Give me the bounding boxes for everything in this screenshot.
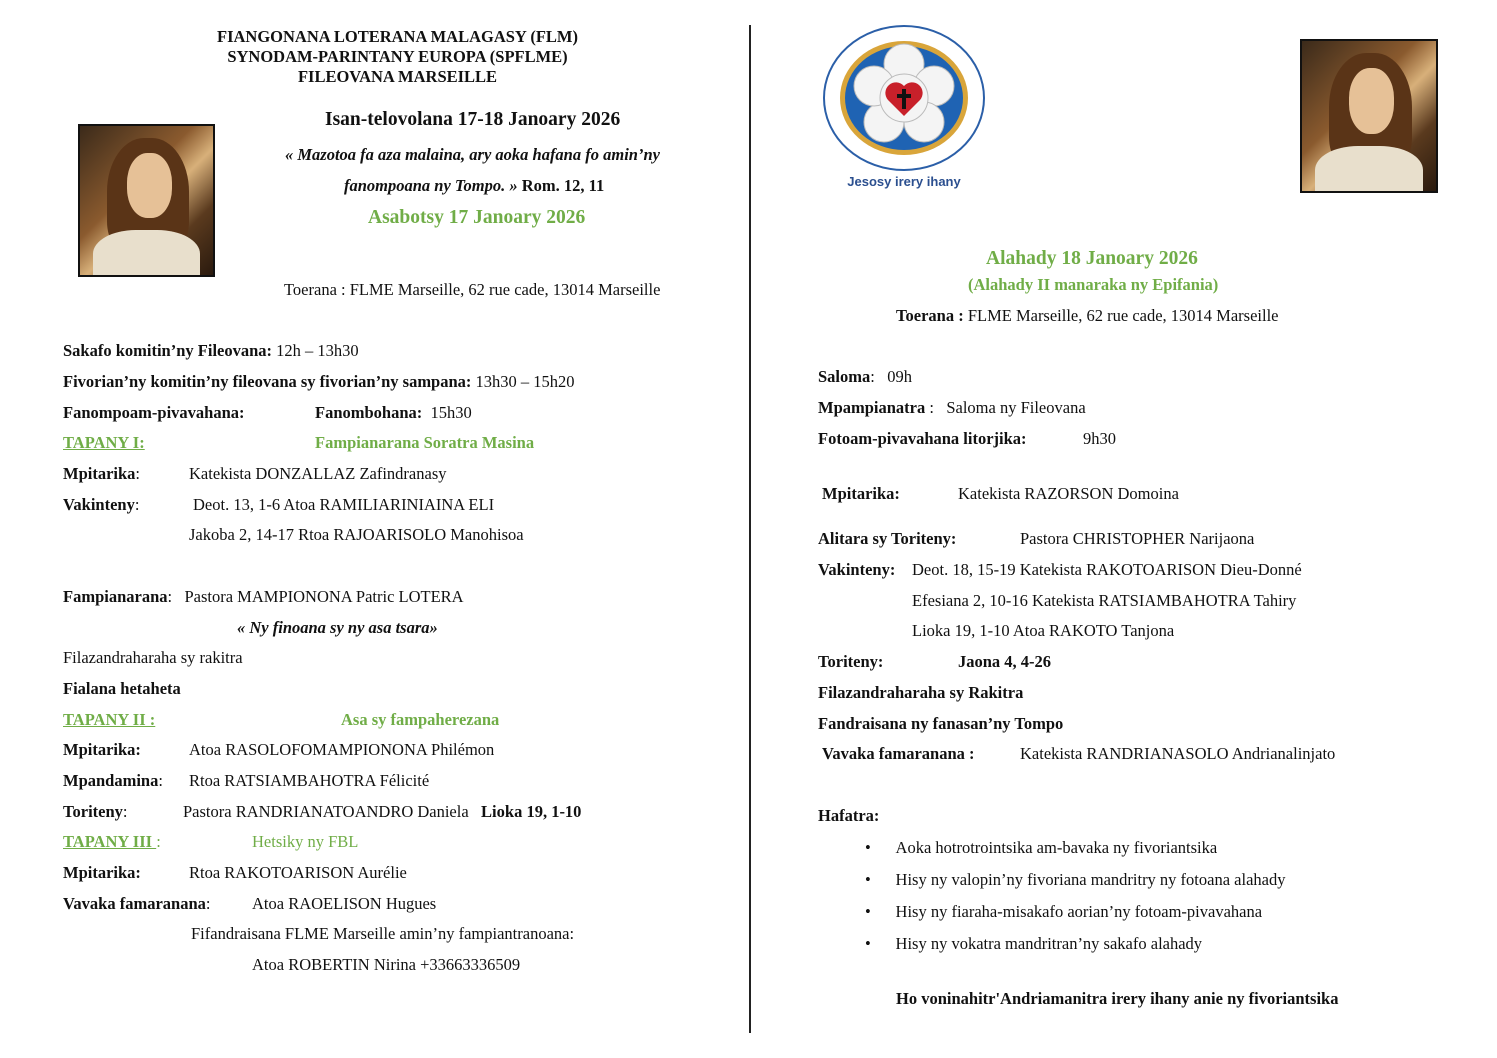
toriteny-value: Jaona 4, 4-26	[958, 652, 1052, 671]
header-line: SYNODAM-PARINTANY EUROPA (SPFLME)	[227, 47, 568, 66]
page-title: Isan-telovolana 17-18 Janoary 2026	[325, 109, 621, 130]
mpitarika-1-label: Mpitarika:	[63, 464, 141, 483]
jesus-portrait-right	[1300, 39, 1438, 193]
saturday-date: Asabotsy 17 Janoary 2026	[368, 207, 586, 228]
contact: Atoa ROBERTIN Nirina +33663336509	[252, 955, 521, 974]
alitara-label: Alitara sy Toriteny:	[818, 529, 957, 548]
vakinteny-2: Jakoba 2, 14-17 Rtoa RAJOARISOLO Manohisoa	[189, 525, 524, 544]
luther-rose-icon	[820, 24, 988, 174]
filazana: Filazandraharaha sy Rakitra	[818, 683, 1024, 702]
logo-caption: Jesosy irery ihany	[847, 174, 961, 189]
vakinteny-label: Vakinteny:	[818, 560, 896, 579]
sunday-date: Alahady 18 Janoary 2026	[986, 248, 1198, 269]
filazana: Filazandraharaha sy rakitra	[63, 648, 243, 667]
mpitarika-3-label: Mpitarika:	[63, 863, 141, 882]
verse-line: fanompoana ny Tompo. » Rom. 12, 11	[344, 176, 605, 195]
sunday-subtitle: (Alahady II manaraka ny Epifania)	[968, 275, 1219, 294]
toriteny-label: Toriteny:	[63, 802, 128, 821]
hafatra-item: • Hisy ny vokatra mandritran’ny sakafo alahady	[865, 934, 1203, 953]
vavaka-value: Katekista RANDRIANASOLO Andrianalinjato	[1020, 744, 1336, 763]
column-divider	[749, 25, 751, 1033]
location: Toerana : FLME Marseille, 62 rue cade, 13014 Marseille	[284, 280, 661, 299]
mpitarika-1-value: Katekista DONZALLAZ Zafindranasy	[189, 464, 447, 483]
sakafo-line: Sakafo komitin’ny Fileovana: 12h – 13h30	[63, 341, 359, 360]
toriteny-line: Pastora RANDRIANATOANDRO Daniela Lioka 19, 1-10	[183, 802, 582, 821]
hafatra-heading: Hafatra:	[818, 806, 880, 825]
mpandamina-label: Mpandamina:	[63, 771, 163, 790]
fivoriana-line: Fivorian’ny komitin’ny fileovana sy fivorian’ny sampana: 13h30 – 15h20	[63, 372, 575, 391]
mpampianatra-line: Mpampianatra : Saloma ny Fileovana	[818, 398, 1086, 417]
closing-line: Ho voninahitr'Andriamanitra irery ihany anie ny fivoriantsika	[896, 989, 1339, 1008]
tapany-3-heading: TAPANY III :	[63, 832, 161, 851]
vavaka-label: Vavaka famaranana :	[822, 744, 975, 763]
vakinteny-1: Deot. 18, 15-19 Katekista RAKOTOARISON Dieu-Donné	[912, 560, 1302, 579]
tapany-3-title: Hetsiky ny FBL	[252, 832, 359, 851]
vakinteny-3: Lioka 19, 1-10 Atoa RAKOTO Tanjona	[912, 621, 1175, 640]
fanompoam-label: Fanompoam-pivavahana:	[63, 403, 245, 422]
verse-line: « Mazotoa fa aza malaina, ary aoka hafana fo amin’ny	[285, 145, 660, 164]
hafatra-item: • Hisy ny fiaraha-misakafo aorian’ny fotoam-pivavahana	[865, 902, 1263, 921]
header-line: FIANGONANA LOTERANA MALAGASY (FLM)	[216, 27, 579, 46]
tapany-1-heading: TAPANY I:	[63, 433, 145, 452]
fandraisana: Fandraisana ny fanasan’ny Tompo	[818, 714, 1064, 733]
vakinteny-2: Efesiana 2, 10-16 Katekista RATSIAMBAHOTRA Tahiry	[912, 591, 1297, 610]
fampianarana-title: « Ny finoana sy ny asa tsara»	[237, 618, 438, 637]
vavaka-label: Vavaka famaranana:	[63, 894, 211, 913]
hafatra-item: • Hisy ny valopin’ny fivoriana mandritry ny fotoana alahady	[865, 870, 1286, 889]
tapany-2-heading: TAPANY II :	[63, 710, 156, 729]
mpitarika-2-value: Atoa RASOLOFOMAMPIONONA Philémon	[189, 740, 495, 759]
hafatra-item: • Aoka hotrotrointsika am-bavaka ny fivoriantsika	[865, 838, 1218, 857]
fotoam-value: 9h30	[1083, 429, 1116, 448]
tapany-1-title: Fampianarana Soratra Masina	[315, 433, 535, 452]
mpitarika-label: Mpitarika:	[822, 484, 900, 503]
alitara-value: Pastora CHRISTOPHER Narijaona	[1020, 529, 1255, 548]
jesus-portrait-left	[78, 124, 215, 277]
fialana: Fialana hetaheta	[63, 679, 181, 698]
fanombohana-line: Fanombohana: 15h30	[315, 403, 472, 422]
toriteny-label: Toriteny:	[818, 652, 884, 671]
right-location: Toerana : FLME Marseille, 62 rue cade, 13014 Marseille	[896, 306, 1279, 325]
tapany-2-title: Asa sy fampaherezana	[341, 710, 500, 729]
header-line: FILEOVANA MARSEILLE	[297, 67, 498, 86]
church-header	[150, 27, 645, 87]
mpitarika-value: Katekista RAZORSON Domoina	[958, 484, 1179, 503]
church-logo	[820, 24, 988, 194]
saloma-line: Saloma: 09h	[818, 367, 912, 386]
vavaka-value: Atoa RAOELISON Hugues	[252, 894, 437, 913]
mpitarika-3-value: Rtoa RAKOTOARISON Aurélie	[189, 863, 407, 882]
fampianarana-line: Fampianarana: Pastora MAMPIONONA Patric LOTERA	[63, 587, 464, 606]
vakinteny-1: Deot. 13, 1-6 Atoa RAMILIARINIAINA ELI	[193, 495, 495, 514]
mpandamina-value: Rtoa RATSIAMBAHOTRA Félicité	[189, 771, 430, 790]
fifandraisana: Fifandraisana FLME Marseille amin’ny fampiantranoana:	[191, 924, 575, 943]
mpitarika-2-label: Mpitarika:	[63, 740, 141, 759]
vakinteny-label: Vakinteny:	[63, 495, 140, 514]
fotoam-label: Fotoam-pivavahana litorjika:	[818, 429, 1027, 448]
